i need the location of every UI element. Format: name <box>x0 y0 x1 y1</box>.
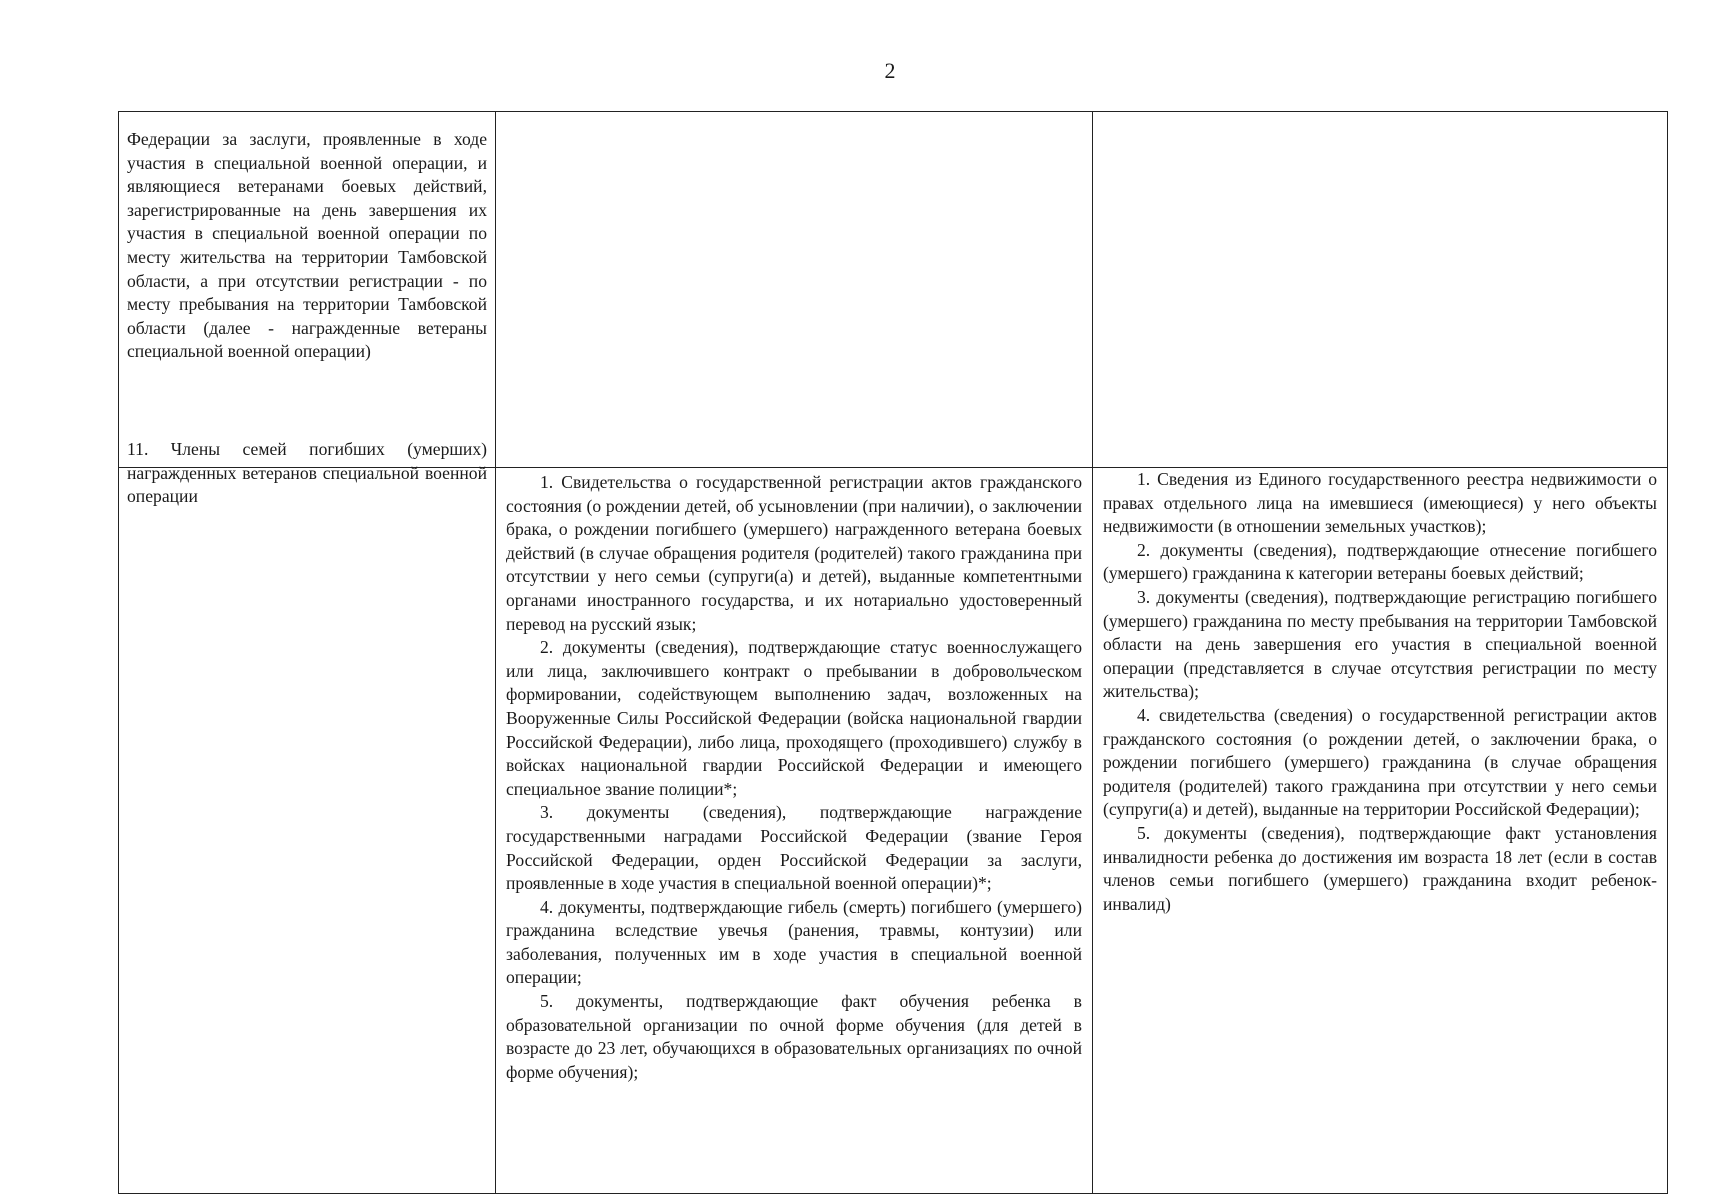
document-item: 3. документы (сведения), подтверждающие регистрацию погибшего (умершего) гражданина по месту пребывания на территории Тамбовской области на день завершения его участия в специальной военной операции (представляется в случае отсутствия регистрации по месту жительства); <box>1103 586 1657 702</box>
applicant-documents-cell <box>496 112 1093 468</box>
document-item: 2. документы (сведения), подтверждающие статус военнослужащего или лица, заключившего контракт о пребывании в добровольческом формировании, содействующем выполнению задач, возложенных на Вооруженные Силы Российской Федерации (войска национальной гвардии Российской Федерации), либо лица, проходящего (проходившего) службу в войсках национальной гвардии Российской Федерации и имеющего специальное звание полиции*; <box>506 637 1082 799</box>
document-item: 5. документы, подтверждающие факт обучения ребенка в образовательной организации по очной форме обучения (для детей в возрасте до 23 лет, обучающихся в образовательных организациях по очной форме обучения); <box>506 991 1082 1082</box>
document-item: 4. документы, подтверждающие гибель (смерть) погибшего (умершего) гражданина вследствие увечья (ранения, травмы, контузии) или заболевания, полученных им в ходе участия в специальной военной операции; <box>506 896 1082 988</box>
document-item: 3. документы (сведения), подтверждающие награждение государственными наградами Российской Федерации (звание Героя Российской Федерации, орден Российской Федерации за заслуги, проявленные в ходе участия в специальной военной операции)*; <box>506 802 1082 894</box>
category-cell: Федерации за заслуги, проявленные в ходе участия в специальной военной операции, и являющиеся ветеранами боевых действий, зарегистрированные на день завершения их участия в специальной военной операции по месту жительства на территории Тамбовской области, а при отсутствии регистрации - по месту пребывания на территории Тамбовской области (далее - награжденные ветераны специальной военной операции) <box>119 112 496 468</box>
document-item: 5. документы (сведения), подтверждающие факт установления инвалидности ребенка до достижения им возраста 18 лет (если в состав членов семьи погибшего (умершего) гражданина входит ребенок-инвалид) <box>1103 822 1657 914</box>
table-row <box>119 112 1668 468</box>
requested-documents-cell <box>1093 112 1668 468</box>
document-item: 1. Сведения из Единого государственного реестра недвижимости о правах отдельного лица на имевшиеся (имеющиеся) у него объекты недвижимости (в отношении земельных участков); <box>1103 469 1657 537</box>
applicant-documents-cell <box>496 468 1093 1194</box>
requested-documents-cell <box>1093 468 1668 1194</box>
document-table <box>118 111 1668 1194</box>
document-item: 1. Свидетельства о государственной регистрации актов гражданского состояния (о рождении детей, об усыновлении (при наличии), о заключении брака, о рождении погибшего (умершего) награжденного ветерана боевых действий (в случае обращения родителя (родителей) такого гражданина при отсутствии у него семьи (супруги(а) и детей), выданные компетентными органами иностранного государства, и их нотариально удостоверенный перевод на русский язык; <box>506 472 1082 634</box>
category-text: 11. Члены семей погибших (умерших) награжденных ветеранов специальной военной операции <box>127 439 487 507</box>
document-item: 4. свидетельства (сведения) о государственной регистрации актов гражданского состояния (о рождении детей, о заключении брака, о рождении погибшего (умершего) гражданина (в случае обращения родителя (родителей) такого гражданина при отсутствии у него семьи (супруги(а) и детей), выданные на территории Российской Федерации); <box>1103 704 1657 820</box>
table-row <box>119 468 1668 1194</box>
category-cell <box>119 439 496 1194</box>
document-item: 2. документы (сведения), подтверждающие отнесение погибшего (умершего) гражданина к категории ветераны боевых действий; <box>1103 539 1657 584</box>
page-number: 2 <box>884 58 896 83</box>
